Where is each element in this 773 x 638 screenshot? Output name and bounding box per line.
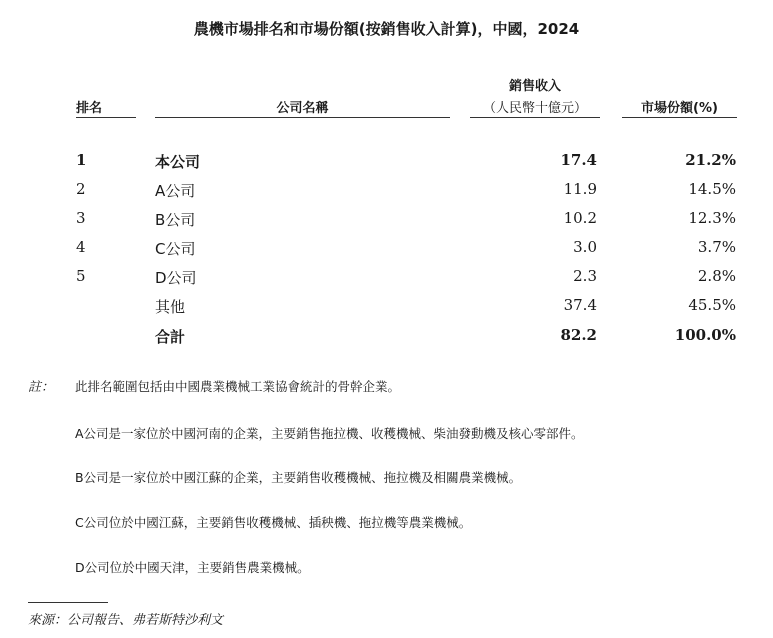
header-share-underline xyxy=(622,117,737,118)
notes-label: 註： xyxy=(28,380,55,395)
header-company-underline xyxy=(155,117,450,118)
header-company: 公司名稱 xyxy=(276,101,329,116)
row-company: B公司 xyxy=(155,211,196,229)
row-share: 3.7% xyxy=(697,238,736,256)
row-revenue: 37.4 xyxy=(563,296,597,314)
row-company: A公司 xyxy=(155,182,196,200)
source-divider xyxy=(28,602,108,603)
header-revenue-line2: （人民幣十億元） xyxy=(482,101,587,116)
row-share: 2.8% xyxy=(697,267,736,285)
row-revenue: 11.9 xyxy=(563,180,597,198)
row-share: 45.5% xyxy=(688,296,736,314)
row-rank: 4 xyxy=(76,238,86,256)
row-revenue: 17.4 xyxy=(560,151,597,169)
row-revenue: 2.3 xyxy=(573,267,597,285)
header-share: 市場份額(%) xyxy=(641,101,718,116)
header-revenue-underline xyxy=(470,117,600,118)
header-rank-underline xyxy=(76,117,136,118)
row-revenue: 82.2 xyxy=(560,326,597,344)
source-note: 來源：公司報告、弗若斯特沙利文 xyxy=(28,613,224,628)
row-revenue: 10.2 xyxy=(563,209,597,227)
row-company: D公司 xyxy=(155,269,197,287)
row-company: C公司 xyxy=(155,240,196,258)
note-item: D公司位於中國天津，主要銷售農業機械。 xyxy=(75,560,310,575)
note-item: A公司是一家位於中國河南的企業，主要銷售拖拉機、收穫機械、柴油發動機及核心零部件。 xyxy=(75,426,584,441)
header-revenue-line1: 銷售收入 xyxy=(508,79,561,94)
row-rank: 5 xyxy=(76,267,86,285)
row-rank: 3 xyxy=(76,209,86,227)
row-rank: 2 xyxy=(76,180,86,198)
header-rank: 排名 xyxy=(76,101,103,116)
row-share: 100.0% xyxy=(674,326,736,344)
row-share: 14.5% xyxy=(688,180,736,198)
row-share: 21.2% xyxy=(685,151,736,169)
note-item: 此排名範圍包括由中國農業機械工業協會統計的骨幹企業。 xyxy=(75,379,401,394)
row-rank: 1 xyxy=(76,151,87,169)
row-share: 12.3% xyxy=(688,209,736,227)
row-revenue: 3.0 xyxy=(573,238,597,256)
row-company: 合計 xyxy=(155,328,186,346)
row-company: 本公司 xyxy=(155,153,201,171)
note-item: B公司是一家位於中國江蘇的企業，主要銷售收穫機械、拖拉機及相關農業機械。 xyxy=(75,470,522,485)
note-item: C公司位於中國江蘇，主要銷售收穫機械、插秧機、拖拉機等農業機械。 xyxy=(75,515,472,530)
table-title: 農機市場排名和市場份額(按銷售收入計算)，中國，2024 xyxy=(193,20,580,38)
row-company: 其他 xyxy=(155,298,186,316)
